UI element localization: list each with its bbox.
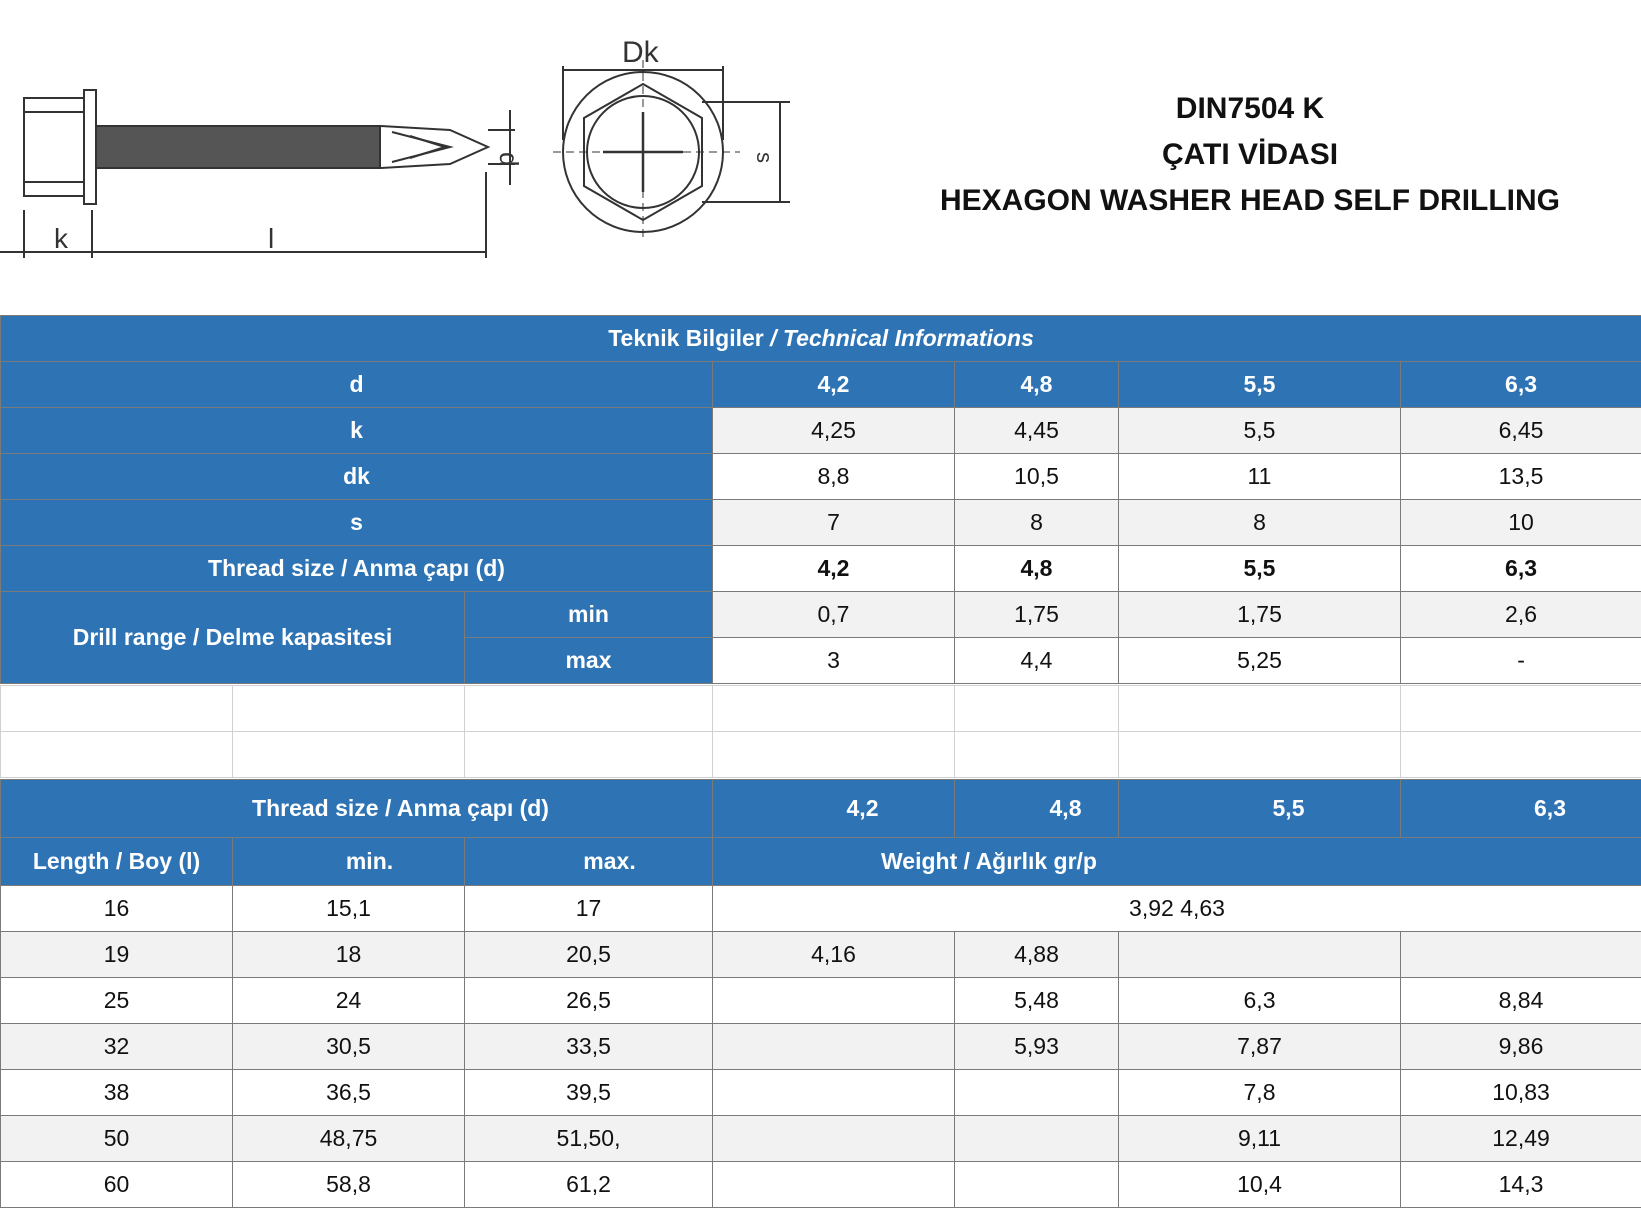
- max-cell: 39,5: [465, 1070, 713, 1116]
- thread-size-label: Thread size / Anma çapı (d): [1, 780, 713, 838]
- product-name-tr: ÇATI VİDASI: [890, 132, 1610, 178]
- cell-value: 5,25: [1119, 638, 1401, 684]
- table-row: [1, 932, 1641, 978]
- weight-cell: [1401, 932, 1641, 978]
- empty-cell: [1401, 732, 1641, 778]
- weight-cell: 4,16: [713, 932, 955, 978]
- weight-cell: [713, 978, 955, 1024]
- standard-code: DIN7504 K: [890, 86, 1610, 132]
- row-thread-size: [1, 546, 1641, 592]
- cell-value: 4,2: [713, 546, 955, 592]
- empty-row: [1, 732, 1641, 778]
- row-label: d: [1, 362, 713, 408]
- row-label: Thread size / Anma çapı (d): [1, 546, 713, 592]
- screw-technical-drawing: [0, 0, 800, 280]
- empty-cell: [955, 732, 1119, 778]
- empty-cell: [233, 732, 465, 778]
- row-s: [1, 500, 1641, 546]
- weight-cell: 14,3: [1401, 1162, 1641, 1208]
- weight-cell: 12,49: [1401, 1116, 1641, 1162]
- cell-value: 4,25: [713, 408, 955, 454]
- cell-value: 5,5: [1119, 362, 1401, 408]
- weight-cell: 10,4: [1119, 1162, 1401, 1208]
- k-label: k: [54, 223, 69, 254]
- max-cell: 61,2: [465, 1162, 713, 1208]
- weight-cell: 10,83: [1401, 1070, 1641, 1116]
- min-cell: 24: [233, 978, 465, 1024]
- size-header: 4,8: [955, 780, 1119, 838]
- d-label: d: [494, 152, 524, 166]
- min-cell: 15,1: [233, 886, 465, 932]
- min-cell: 58,8: [233, 1162, 465, 1208]
- technical-info-table: [0, 315, 1641, 684]
- weight-cell: [713, 1116, 955, 1162]
- cell-value: 4,8: [955, 546, 1119, 592]
- row-d: [1, 362, 1641, 408]
- cell-value: 6,45: [1401, 408, 1641, 454]
- weight-cell: 9,86: [1401, 1024, 1641, 1070]
- row-drill-min: [1, 592, 1641, 638]
- min-cell: 30,5: [233, 1024, 465, 1070]
- size-header: 5,5: [1119, 780, 1401, 838]
- cell-value: 8,8: [713, 454, 955, 500]
- row-label: dk: [1, 454, 713, 500]
- weight-cell: [713, 1024, 955, 1070]
- empty-cell: [1119, 686, 1401, 732]
- cell-value: -: [1401, 638, 1641, 684]
- cell-value: 4,2: [713, 362, 955, 408]
- length-cell: 32: [1, 1024, 233, 1070]
- drill-min-label: min: [465, 592, 713, 638]
- cell-value: 11: [1119, 454, 1401, 500]
- weight-cell: 8,84: [1401, 978, 1641, 1024]
- table-row: [1, 1162, 1641, 1208]
- cell-value: 1,75: [955, 592, 1119, 638]
- row-label: s: [1, 500, 713, 546]
- length-cell: 16: [1, 886, 233, 932]
- product-title-block: [890, 86, 1610, 224]
- max-cell: 26,5: [465, 978, 713, 1024]
- cell-value: 4,8: [955, 362, 1119, 408]
- cell-value: 13,5: [1401, 454, 1641, 500]
- weight-cell: 4,88: [955, 932, 1119, 978]
- product-name-en: HEXAGON WASHER HEAD SELF DRILLING: [890, 178, 1610, 224]
- size-header: 6,3: [1401, 780, 1641, 838]
- table-row: [1, 978, 1641, 1024]
- cell-value: 0,7: [713, 592, 955, 638]
- table-row: [1, 1116, 1641, 1162]
- cell-value: 4,4: [955, 638, 1119, 684]
- weight-cell: 3,92 4,63: [713, 886, 1641, 932]
- length-cell: 38: [1, 1070, 233, 1116]
- row-k: [1, 408, 1641, 454]
- length-cell: 19: [1, 932, 233, 978]
- weight-cell: 5,48: [955, 978, 1119, 1024]
- l-label: l: [268, 223, 274, 254]
- max-cell: 17: [465, 886, 713, 932]
- weight-cell: [955, 1116, 1119, 1162]
- cell-value: 5,5: [1119, 408, 1401, 454]
- cell-value: 6,3: [1401, 546, 1641, 592]
- weight-cell: [713, 1070, 955, 1116]
- table-row: [1, 886, 1641, 932]
- technical-header: [1, 316, 1641, 362]
- cell-value: 10: [1401, 500, 1641, 546]
- max-cell: 20,5: [465, 932, 713, 978]
- weight-cell: [955, 1162, 1119, 1208]
- length-column-header: Length / Boy (l): [1, 838, 233, 886]
- length-cell: 60: [1, 1162, 233, 1208]
- cell-value: 8: [1119, 500, 1401, 546]
- min-column-header: min.: [233, 838, 465, 886]
- technical-header-tr: Teknik Bilgiler: [608, 325, 764, 351]
- technical-header-en: / Technical Informations: [764, 325, 1034, 351]
- empty-cell: [465, 686, 713, 732]
- weight-cell: 6,3: [1119, 978, 1401, 1024]
- drill-range-label: Drill range / Delme kapasitesi: [1, 592, 465, 684]
- empty-row: [1, 686, 1641, 732]
- drill-max-label: max: [465, 638, 713, 684]
- s-label: s: [752, 152, 777, 163]
- row-label: k: [1, 408, 713, 454]
- max-cell: 33,5: [465, 1024, 713, 1070]
- empty-cell: [1, 732, 233, 778]
- table-row: [1, 1070, 1641, 1116]
- column-header-row: [1, 838, 1641, 886]
- weight-cell: 9,11: [1119, 1116, 1401, 1162]
- empty-cell: [465, 732, 713, 778]
- cell-value: 3: [713, 638, 955, 684]
- cell-value: 10,5: [955, 454, 1119, 500]
- length-weight-table: [0, 779, 1641, 1208]
- empty-cell: [233, 686, 465, 732]
- min-cell: 48,75: [233, 1116, 465, 1162]
- weight-cell: [955, 1070, 1119, 1116]
- cell-value: 6,3: [1401, 362, 1641, 408]
- min-cell: 36,5: [233, 1070, 465, 1116]
- thread-body: [96, 126, 380, 168]
- length-cell: 50: [1, 1116, 233, 1162]
- cell-value: 5,5: [1119, 546, 1401, 592]
- weight-cell: 5,93: [955, 1024, 1119, 1070]
- cell-value: 8: [955, 500, 1119, 546]
- cell-value: 1,75: [1119, 592, 1401, 638]
- dk-label: Dk: [622, 36, 660, 69]
- empty-cell: [955, 686, 1119, 732]
- technical-header-row: [1, 316, 1641, 362]
- row-dk: [1, 454, 1641, 500]
- max-column-header: max.: [465, 838, 713, 886]
- weight-column-header: Weight / Ağırlık gr/p: [713, 838, 1641, 886]
- empty-cell: [1401, 686, 1641, 732]
- size-header: 4,2: [713, 780, 955, 838]
- table-row: [1, 1024, 1641, 1070]
- cell-value: 2,6: [1401, 592, 1641, 638]
- empty-spacer-table: [0, 685, 1641, 778]
- min-cell: 18: [233, 932, 465, 978]
- empty-cell: [713, 686, 955, 732]
- weight-cell: 7,87: [1119, 1024, 1401, 1070]
- cell-value: 7: [713, 500, 955, 546]
- max-cell: 51,50,: [465, 1116, 713, 1162]
- length-cell: 25: [1, 978, 233, 1024]
- empty-cell: [1119, 732, 1401, 778]
- thread-size-header-row: [1, 780, 1641, 838]
- weight-cell: [1119, 932, 1401, 978]
- empty-cell: [713, 732, 955, 778]
- empty-cell: [1, 686, 233, 732]
- cell-value: 4,45: [955, 408, 1119, 454]
- weight-cell: [713, 1162, 955, 1208]
- weight-cell: 7,8: [1119, 1070, 1401, 1116]
